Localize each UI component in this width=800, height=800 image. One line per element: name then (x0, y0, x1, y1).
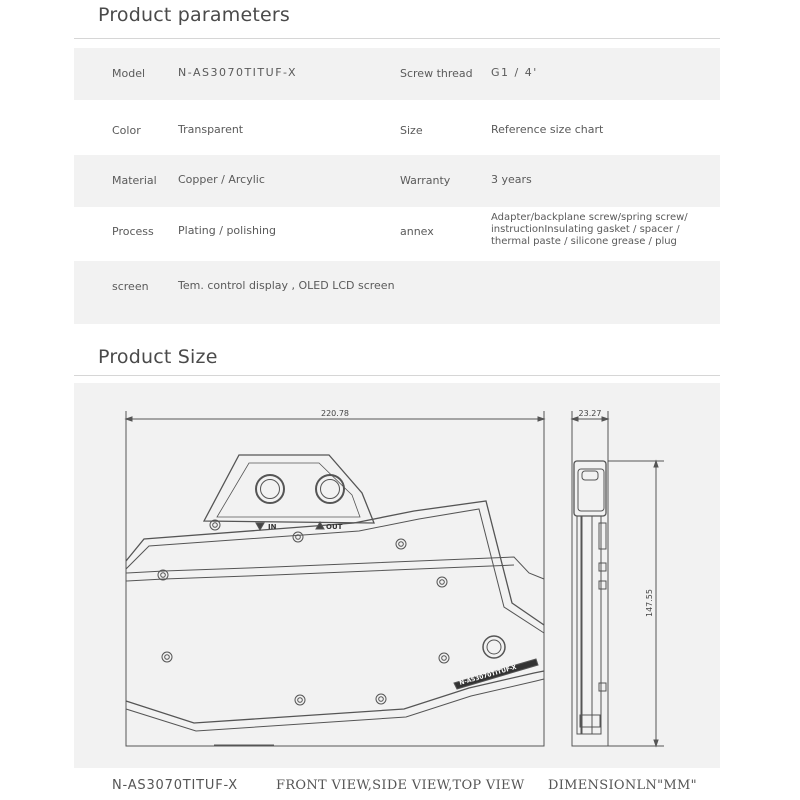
caption-unit: DIMENSIONLN"MM" (548, 778, 697, 793)
height-dimension (608, 461, 664, 746)
out-port-label: OUT (326, 523, 343, 531)
in-port-label: IN (268, 523, 277, 531)
brand-logo (483, 636, 505, 658)
param-label: Color (112, 124, 141, 137)
param-label: Warranty (400, 174, 451, 187)
param-row-model (74, 48, 720, 100)
thickness-dimension-label: 23.27 (578, 409, 602, 418)
param-row-process (74, 207, 720, 261)
size-title-rule (74, 375, 720, 376)
size-drawing-panel (74, 383, 720, 768)
param-label: Size (400, 124, 423, 137)
param-row-screen (74, 261, 720, 324)
param-label: Screw thread (400, 67, 473, 80)
param-value: G1 / 4' (491, 66, 538, 79)
param-value: Transparent (178, 123, 244, 136)
param-value: N-AS3070TITUF-X (178, 66, 297, 79)
size-title: Product Size (98, 346, 218, 368)
in-arrow-icon (256, 523, 264, 530)
technical-drawing (74, 383, 720, 768)
param-label: Process (112, 225, 154, 238)
side-view (572, 411, 608, 746)
height-dimension-label: 147.55 (645, 589, 654, 617)
block-model-label: N-AS3070TITUF-X (458, 663, 518, 687)
param-value: Plating / polishing (178, 224, 276, 237)
param-value: Tem. control display , OLED LCD screen (178, 279, 395, 292)
param-row-color (74, 100, 720, 155)
param-value: Reference size chart (491, 123, 604, 136)
front-view-outline (126, 419, 544, 746)
param-label: screen (112, 280, 149, 293)
param-label: Model (112, 67, 146, 80)
width-dimension-label: 220.78 (321, 409, 349, 418)
param-row-material (74, 155, 720, 207)
param-value: 3 years (491, 173, 532, 186)
screw-holes (158, 520, 449, 705)
params-title: Product parameters (98, 4, 290, 26)
terminal-block (204, 455, 374, 523)
param-value-annex: Adapter/backplane screw/spring screw/ instructionInsulating gasket / spacer / thermal paste / silicone grease / plug (491, 212, 688, 247)
cover-plate (126, 501, 544, 745)
param-value: Copper / Arcylic (178, 173, 265, 186)
caption-model: N-AS3070TITUF-X (112, 778, 239, 793)
param-label: annex (400, 225, 434, 238)
caption-views: FRONT VIEW,SIDE VIEW,TOP VIEW (276, 778, 525, 793)
param-label: Material (112, 174, 157, 187)
params-title-rule (74, 38, 720, 39)
